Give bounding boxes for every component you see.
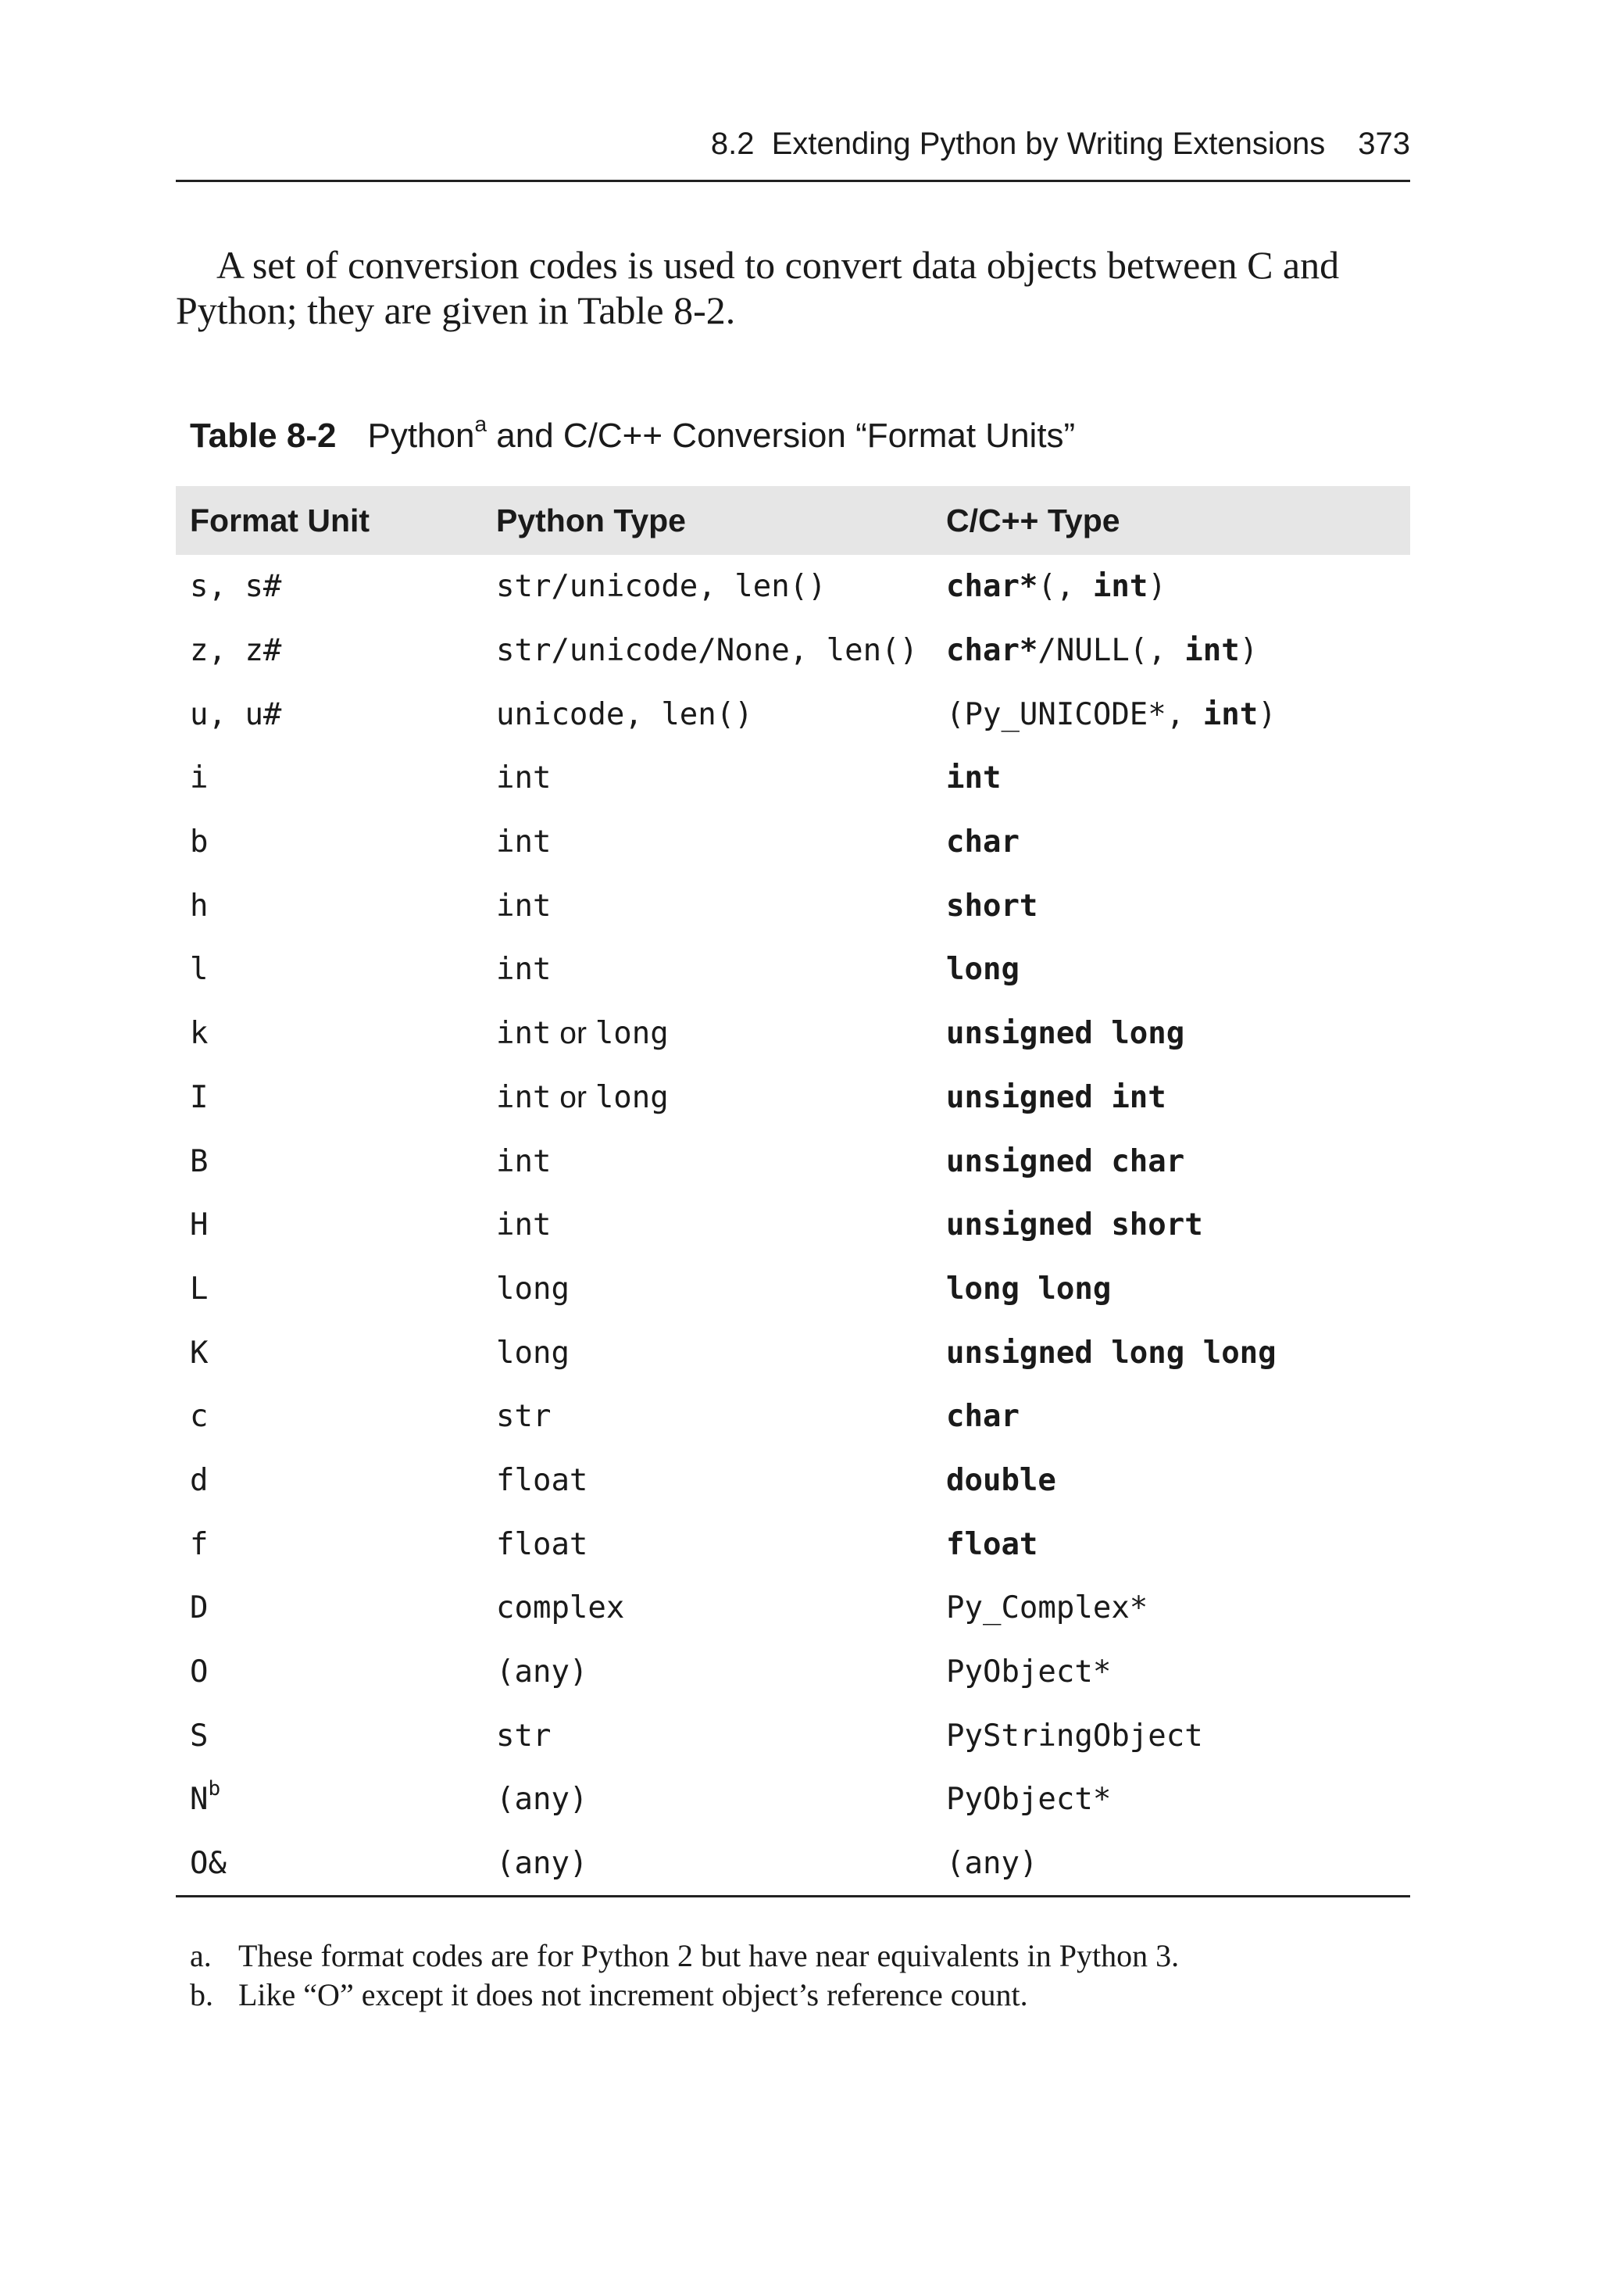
c-type-cell: PyObject*: [946, 1782, 1112, 1818]
c-type-cell: [932, 682, 1410, 746]
python-type-cell: unicode, len(): [496, 696, 753, 732]
python-type-text: int: [496, 1016, 552, 1052]
format-unit-cell: K: [190, 1335, 209, 1371]
format-unit-cell: c: [190, 1399, 209, 1435]
table-row: [176, 810, 1410, 874]
c-type-cell: unsigned long: [946, 1016, 1185, 1052]
c-type-cell: [932, 555, 1410, 619]
format-unit-cell: s, s#: [190, 569, 282, 605]
python-type-cell: complex: [496, 1590, 625, 1626]
table-row: [176, 1449, 1410, 1513]
format-unit-cell: k: [190, 1016, 209, 1052]
c-type-keyword: int: [1092, 569, 1148, 605]
python-type-cell: int: [496, 1143, 552, 1179]
c-type-cell: PyObject*: [946, 1654, 1112, 1690]
c-type-text: ): [1239, 633, 1259, 669]
python-type-cell: [482, 1066, 932, 1130]
format-unit-text: N: [190, 1782, 209, 1818]
format-units-table: [176, 486, 1410, 1897]
c-type-cell: Py_Complex*: [946, 1590, 1148, 1626]
table-row: [176, 1832, 1410, 1897]
or-text: or: [551, 1017, 595, 1051]
python-type-text: long: [595, 1016, 669, 1052]
running-head-section: 8.2 Extending Python by Writing Extensions: [710, 127, 1326, 161]
table-row: [176, 746, 1410, 810]
c-type-text: /NULL(,: [1038, 633, 1185, 669]
page-number: 373: [1358, 127, 1410, 161]
format-unit-cell: S: [190, 1718, 209, 1754]
c-type-cell: int: [946, 760, 1002, 796]
python-type-cell: str/unicode, len(): [496, 569, 827, 605]
c-type-keyword: int: [1184, 633, 1240, 669]
table-row: [176, 619, 1410, 683]
format-unit-cell: u, u#: [190, 696, 282, 732]
python-type-cell: (any): [496, 1654, 588, 1690]
python-type-cell: int: [496, 1207, 552, 1243]
format-unit-cell: H: [190, 1207, 209, 1243]
c-type-cell: char: [946, 824, 1020, 860]
format-unit-cell: h: [190, 888, 209, 924]
caption-footnote-marker: a: [474, 412, 488, 436]
footnote-marker: b: [208, 1777, 221, 1801]
c-type-cell: long: [946, 952, 1020, 988]
python-type-cell: float: [496, 1526, 588, 1562]
table-caption: [190, 413, 1409, 460]
header-python-type: Python Type: [496, 502, 686, 538]
footnote-label: a.: [190, 1938, 212, 1973]
format-unit-cell: [176, 1768, 482, 1832]
c-type-text: ): [1258, 696, 1277, 732]
c-type-cell: long long: [946, 1271, 1112, 1307]
format-unit-cell: O: [190, 1654, 209, 1690]
caption-title-post: and C/C++ Conversion “Format Units”: [487, 417, 1076, 455]
c-type-text: (Py_UNICODE*,: [946, 696, 1203, 732]
table-row: [176, 1704, 1410, 1768]
header-c-type: C/C++ Type: [946, 502, 1120, 538]
table-row: [176, 555, 1410, 619]
table-row: [176, 874, 1410, 938]
table-row: [176, 1576, 1410, 1640]
table-row: [176, 1768, 1410, 1832]
c-type-cell: [932, 619, 1410, 683]
footnote-text: Like “O” except it does not increment object’s reference count.: [238, 1977, 1028, 2012]
c-type-keyword: char*: [946, 633, 1038, 669]
c-type-cell: PyStringObject: [946, 1718, 1203, 1754]
format-unit-cell: i: [190, 760, 209, 796]
table-row: [176, 1321, 1410, 1385]
python-type-cell: int: [496, 888, 552, 924]
c-type-cell: unsigned short: [946, 1207, 1203, 1243]
table-row: [176, 1385, 1410, 1449]
format-unit-cell: I: [190, 1079, 209, 1115]
table-row: [176, 1257, 1410, 1321]
python-type-cell: [482, 1002, 932, 1066]
c-type-keyword: char*: [946, 569, 1038, 605]
table-footnotes: [190, 1937, 1409, 2015]
or-text: or: [551, 1080, 595, 1114]
python-type-cell: str: [496, 1399, 552, 1435]
header-format-unit: Format Unit: [190, 502, 370, 538]
python-type-cell: (any): [482, 1832, 932, 1897]
python-type-cell: int: [496, 824, 552, 860]
python-type-text: int: [496, 1079, 552, 1115]
table-header-row: [176, 486, 1410, 555]
table-row: [176, 1002, 1410, 1066]
python-type-cell: float: [496, 1462, 588, 1498]
c-type-cell: float: [946, 1526, 1038, 1562]
footnote: [190, 1937, 1409, 1976]
c-type-cell: short: [946, 888, 1038, 924]
table-row: [176, 1066, 1410, 1130]
caption-title-pre: Python: [367, 417, 475, 455]
format-unit-cell: l: [190, 952, 209, 988]
python-type-cell: int: [496, 952, 552, 988]
python-type-cell: long: [496, 1271, 570, 1307]
c-type-cell: unsigned int: [946, 1079, 1166, 1115]
python-type-cell: str/unicode/None, len(): [496, 633, 919, 669]
intro-paragraph: A set of conversion codes is used to convert data objects between C and Python; they are given in Table 8-2.: [176, 243, 1340, 332]
python-type-cell: int: [496, 760, 552, 796]
footnote: [190, 1976, 1409, 2015]
c-type-text: ): [1148, 569, 1166, 605]
python-type-cell: long: [496, 1335, 570, 1371]
python-type-text: long: [595, 1079, 669, 1115]
footnote-text: These format codes are for Python 2 but have near equivalents in Python 3.: [238, 1938, 1180, 1973]
python-type-cell: str: [496, 1718, 552, 1754]
c-type-cell: char: [946, 1399, 1020, 1435]
c-type-cell: double: [946, 1462, 1056, 1498]
table-number: Table 8-2: [190, 417, 337, 455]
format-unit-cell: O&: [176, 1832, 482, 1897]
python-type-cell: (any): [496, 1782, 588, 1818]
table-row: [176, 1129, 1410, 1193]
table-row: [176, 1193, 1410, 1257]
format-unit-cell: L: [190, 1271, 209, 1307]
format-unit-cell: B: [190, 1143, 209, 1179]
format-unit-cell: z, z#: [190, 633, 282, 669]
table-row: [176, 1640, 1410, 1704]
table-row: [176, 682, 1410, 746]
format-unit-cell: b: [190, 824, 209, 860]
c-type-cell: (any): [932, 1832, 1410, 1897]
running-head: [176, 119, 1410, 182]
c-type-text: (,: [1038, 569, 1093, 605]
table-row: [176, 1512, 1410, 1576]
format-unit-cell: f: [190, 1526, 209, 1562]
format-unit-cell: D: [190, 1590, 209, 1626]
c-type-cell: unsigned long long: [946, 1335, 1277, 1371]
c-type-keyword: int: [1202, 696, 1259, 732]
c-type-cell: unsigned char: [946, 1143, 1185, 1179]
footnote-label: b.: [190, 1977, 213, 2012]
table-row: [176, 938, 1410, 1002]
format-unit-cell: d: [190, 1462, 209, 1498]
